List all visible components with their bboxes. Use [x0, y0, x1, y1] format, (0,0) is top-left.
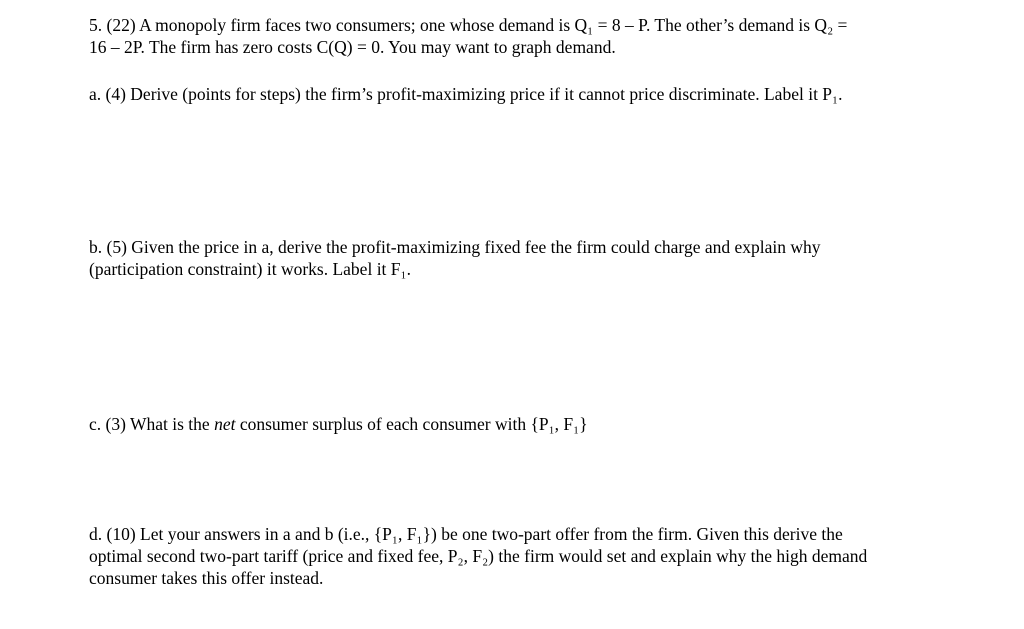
- part-c-prefix: c. (3) What is the: [89, 414, 215, 434]
- part-d-line-1: d. (10) Let your answers in a and b (i.e., {P₁, F₁}) be one two-part offer from the firm. Given this derive the: [89, 524, 843, 544]
- question-intro-line-1: 5. (22) A monopoly firm faces two consumers; one whose demand is Q₁ = 8 – P. The other’s demand is Q₂ =: [89, 15, 848, 35]
- question-intro: [89, 14, 969, 58]
- part-c-prompt: [89, 413, 969, 435]
- question-intro-line-2: 16 – 2P. The firm has zero costs C(Q) = 0. You may want to graph demand.: [89, 37, 616, 57]
- part-d-line-3: consumer takes this offer instead.: [89, 568, 324, 588]
- part-d-line-2: optimal second two-part tariff (price and fixed fee, P₂, F₂) the firm would set and explain why the high demand: [89, 546, 868, 566]
- part-a-line-1: a. (4) Derive (points for steps) the firm’s profit-maximizing price if it cannot price discriminate. Label it P₁.: [89, 84, 843, 104]
- part-c-line-1: [89, 413, 969, 435]
- part-b-line-1: b. (5) Given the price in a, derive the profit-maximizing fixed fee the firm could charge and explain why: [89, 237, 821, 257]
- part-b-line-2: (participation constraint) it works. Label it F₁.: [89, 259, 411, 279]
- part-c-emphasis: net: [214, 414, 236, 434]
- part-d-prompt: [89, 523, 969, 589]
- part-c-suffix: consumer surplus of each consumer with {P₁, F₁}: [235, 414, 588, 434]
- part-b-prompt: [89, 236, 969, 280]
- part-a-prompt: [89, 83, 969, 105]
